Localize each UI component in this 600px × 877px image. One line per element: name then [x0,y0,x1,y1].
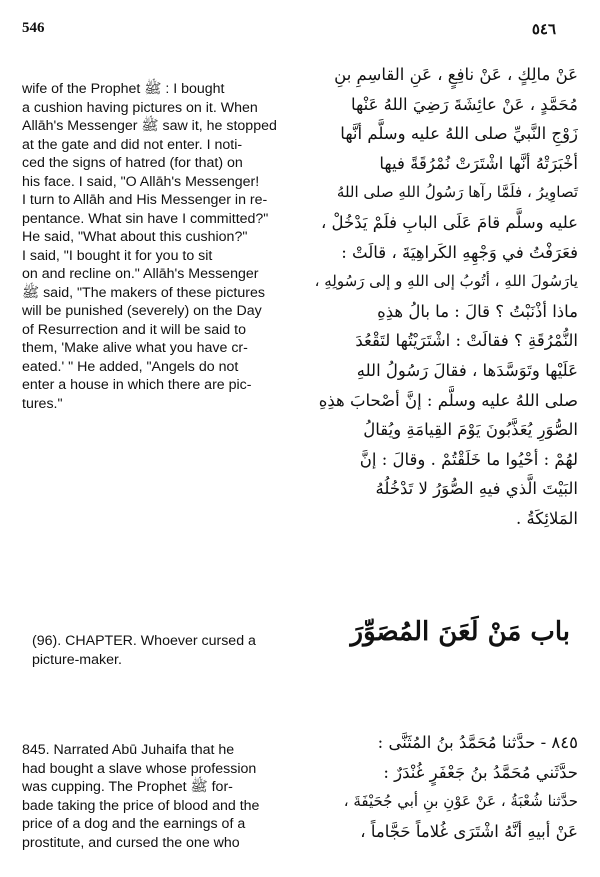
arabic-line: عَنْ مالِكٍ ، عَنْ نافِعٍ ، عَنِ القاسِمِ بنِ [334,65,578,84]
arabic-line: النُّمْرُقَةِ ؟ فقالَتْ : اشْتَرَيْتُها لتَقْعُدَ [355,331,578,351]
text-line: a cushion having pictures on it. When [22,99,258,116]
chapter-title-line: picture-maker. [32,651,122,668]
hadith-845-arabic [298,728,578,846]
arabic-line: عَلَيْها وتَوَسَّدَها ، فقالَ رَسُولُ اللهِ [356,360,578,380]
arabic-line: مُحَمَّدٍ ، عَنْ عائِشَةَ رَضِيَ اللهُ عَنْها [350,94,578,114]
text-line: had bought a slave whose profession [22,760,257,777]
chapter-96-english [32,632,292,669]
arabic-line: ٨٤٥ - حدَّثنا مُحَمَّدُ بنُ المُثَنَّى : [377,733,578,752]
text-line: on and recline on." Allāh's Messenger [22,266,259,282]
arabic-line: عليه وسلَّم قامَ عَلَى البابِ فلَمْ يَدْخُلْ ، [320,212,578,232]
text-line: ﷺ said, "The makers of these pictures [22,284,265,301]
text-line: He said, "What about this cushion?" [22,229,248,245]
arabic-line: ماذا أذْنَبْتُ ؟ قالَ : ما بالُ هذِهِ [377,301,578,321]
text-line: eated.' " He added, "Angels do not [22,358,239,375]
arabic-line: أخْبَرَتْهُ أنَّها اشْتَرَتْ نُمْرُقَةً فيها [379,153,578,173]
text-line: 845. Narrated Abū Juhaifa that he [22,742,235,758]
arabic-line: زَوْجِ النَّبيِّ صلى اللهُ عليه وسلَّم أنَّها [340,124,578,144]
text-line: pentance. What sin have I committed?" [22,210,269,227]
text-line: tures." [22,395,63,412]
arabic-line: يارَسُولَ اللهِ ، أتُوبُ إلى اللهِ و إلى رَسُولِهِ ، [314,272,578,291]
text-line: I said, "I bought it for you to sit [22,247,213,264]
arabic-line: فعَرَفْتُ في وَجْهِهِ الكَراهِيَةَ ، قالَتْ : [341,242,578,262]
text-line: ced the signs of hatred (for that) on [22,155,243,171]
text-line: price of a dog and the earnings of a [22,816,246,832]
arabic-line: لهُمْ : أحْيُوا ما خَلَقْتُمْ . وقالَ : إنَّ [359,449,578,469]
arabic-line: عَنْ أبيهِ أنَّهُ اشْتَرَى غُلاماً حَجَّاماً ، [360,821,578,841]
hadith-844-english [22,80,287,413]
arabic-line: حدَّثَني مُحَمَّدُ بنُ جَعْفَرٍ غُنْدَرٌ : [383,762,578,782]
text-line: will be punished (severely) on the Day [22,303,262,319]
hadith-845-english [22,741,287,852]
text-line: Allāh's Messenger ﷺ saw it, he stopped [22,118,277,134]
arabic-line: تَصاوِيرُ ، فلَمَّا رآها رَسُولُ اللهِ صلى اللهُ [336,183,578,202]
arabic-line: الصُّوَرِ يُعَذَّبُونَ يَوْمَ القِيامَةِ ويُقالُ [363,420,578,440]
text-line: bade taking the price of blood and the [22,797,260,814]
chapter-title-line: (96). CHAPTER. Whoever cursed a [32,633,256,649]
page-number-left: 546 [22,20,45,36]
text-line: prostitute, and cursed the one who [22,834,240,851]
chapter-heading-arabic: باب مَنْ لَعَنَ المُصَوِّرَ [350,617,570,647]
text-line: of Resurrection and it will be said to [22,321,246,338]
text-line: was cupping. The Prophet ﷺ for- [22,779,233,795]
text-line: his face. I said, "O Allāh's Messenger! [22,173,260,190]
arabic-line: البَيْتَ الَّذي فيهِ الصُّوَرُ لا تَدْخُلُهُ [375,479,578,499]
arabic-line: صلى اللهُ عليه وسلَّم : إنَّ أصْحابَ هذِهِ [318,390,578,410]
text-line: enter a house in which there are pic- [22,377,252,393]
arabic-line: المَلائِكَةُ . [515,508,578,528]
text-line: I turn to Allāh and His Messenger in re- [22,192,268,208]
page-number-right: ٥٤٦ [531,22,556,38]
hadith-844-arabic [298,60,578,534]
text-line: at the gate and did not enter. I noti- [22,136,243,153]
text-line: wife of the Prophet ﷺ : I bought [22,81,225,97]
chapter-96-arabic [310,612,570,652]
arabic-line: حدَّثنا شُعْبَةُ ، عَنْ عَوْنِ بنِ أبي جُحَيْفَةَ ، [343,792,578,811]
text-line: them, 'Make alive what you have cr- [22,340,248,356]
